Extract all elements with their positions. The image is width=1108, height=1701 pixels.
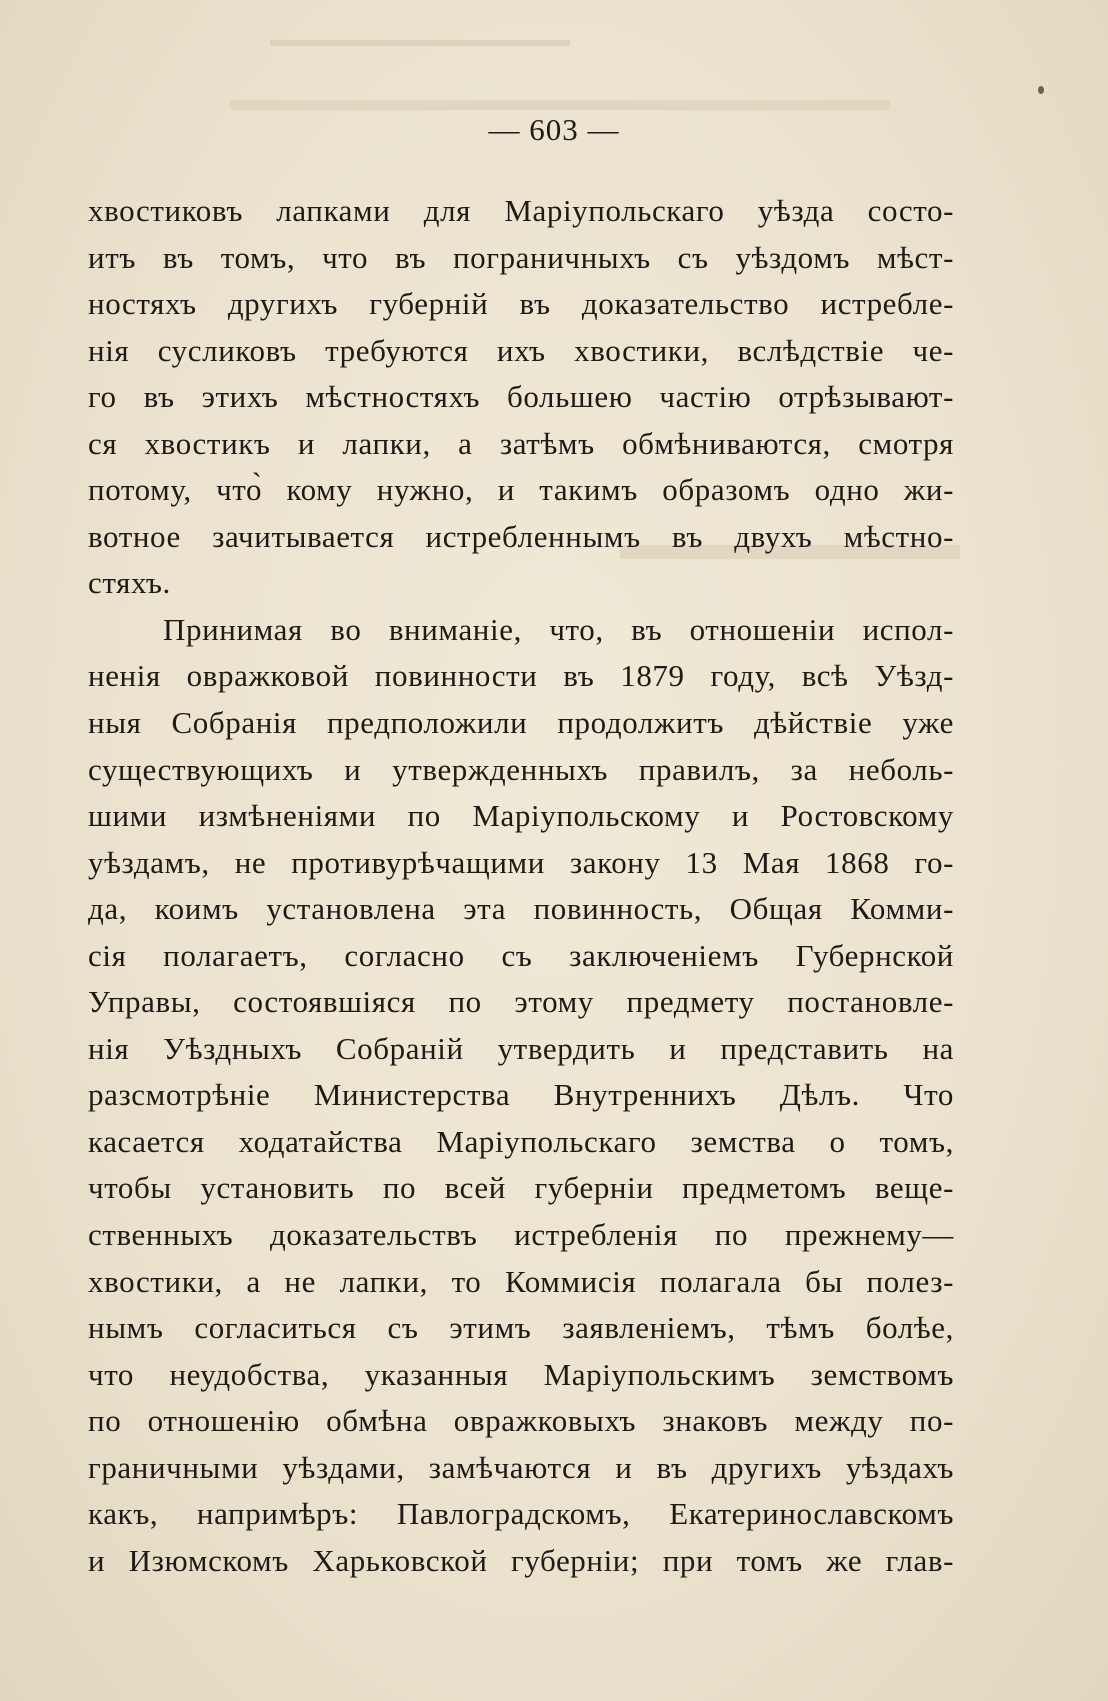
text-line: ностяхъ другихъ губерній въ доказательство истребле-	[88, 286, 954, 322]
page-number: — 603 —	[488, 112, 620, 147]
text-line: и Изюмскомъ Харьковской губерніи; при томъ же глав-	[88, 1542, 954, 1578]
show-through-artifact	[270, 40, 570, 46]
text-line: го въ этихъ мѣстностяхъ большею частію отрѣзывают-	[88, 379, 954, 415]
body-text	[88, 188, 954, 1584]
text-line: нымъ согласиться съ этимъ заявленіемъ, тѣмъ болѣе,	[88, 1310, 954, 1346]
ink-speck	[1038, 86, 1044, 94]
text-line: ся хвостикъ и лапки, а затѣмъ обмѣниваются, смотря	[88, 425, 954, 461]
text-line: граничными уѣздами, замѣчаются и въ другихъ уѣздахъ	[88, 1449, 954, 1485]
text-line: шими измѣненіями по Маріупольскому и Ростовскому	[88, 798, 954, 834]
text-line: что неудобства, указанныя Маріупольскимъ земствомъ	[88, 1356, 954, 1392]
text-line: касается ходатайства Маріупольскаго земства о томъ,	[88, 1123, 954, 1159]
text-line: по отношенію обмѣна овражковыхъ знаковъ между по-	[88, 1403, 954, 1439]
text-line: стяхъ.	[88, 565, 171, 601]
text-line: уѣздамъ, не противурѣчащими закону 13 Мая 1868 го-	[88, 844, 954, 880]
text-line: потому, что̀ кому нужно, и такимъ образомъ одно жи-	[88, 472, 954, 508]
text-line: Управы, состоявшіяся по этому предмету постановле-	[88, 984, 954, 1020]
text-line: разсмотрѣніе Министерства Внутреннихъ Дѣлъ. Что	[88, 1077, 954, 1113]
text-line: чтобы установить по всей губерніи предметомъ веще-	[88, 1170, 954, 1206]
text-line: ственныхъ доказательствъ истребленія по прежнему—	[88, 1217, 954, 1253]
text-line: хвостики, а не лапки, то Коммисія полагала бы полез-	[88, 1263, 954, 1299]
text-line: да, коимъ установлена эта повинность, Общая Комми-	[88, 891, 954, 927]
text-line: нія Уѣздныхъ Собраній утвердить и представить на	[88, 1030, 954, 1066]
show-through-artifact	[230, 100, 890, 110]
text-line: ненія овражковой повинности въ 1879 году, всѣ Уѣзд-	[88, 658, 954, 694]
text-line: сія полагаетъ, согласно съ заключеніемъ Губернской	[88, 937, 954, 973]
text-line: существующихъ и утвержденныхъ правилъ, за неболь-	[88, 751, 954, 787]
text-line: нія сусликовъ требуются ихъ хвостики, вслѣдствіе че-	[88, 332, 954, 368]
text-line: какъ, напримѣръ: Павлоградскомъ, Екатеринославскомъ	[88, 1496, 954, 1532]
text-line: итъ въ томъ, что въ пограничныхъ съ уѣздомъ мѣст-	[88, 239, 954, 275]
paragraph-2	[88, 607, 954, 1584]
text-line: хвостиковъ лапками для Маріупольскаго уѣзда состо-	[88, 193, 954, 228]
text-line: вотное зачитывается истребленнымъ въ двухъ мѣстно-	[88, 518, 954, 554]
text-line: ныя Собранія предположили продолжитъ дѣйствіе уже	[88, 705, 954, 741]
text-line: Принимая во вниманіе, что, въ отношеніи испол-	[163, 611, 954, 647]
paragraph-1	[88, 188, 954, 607]
